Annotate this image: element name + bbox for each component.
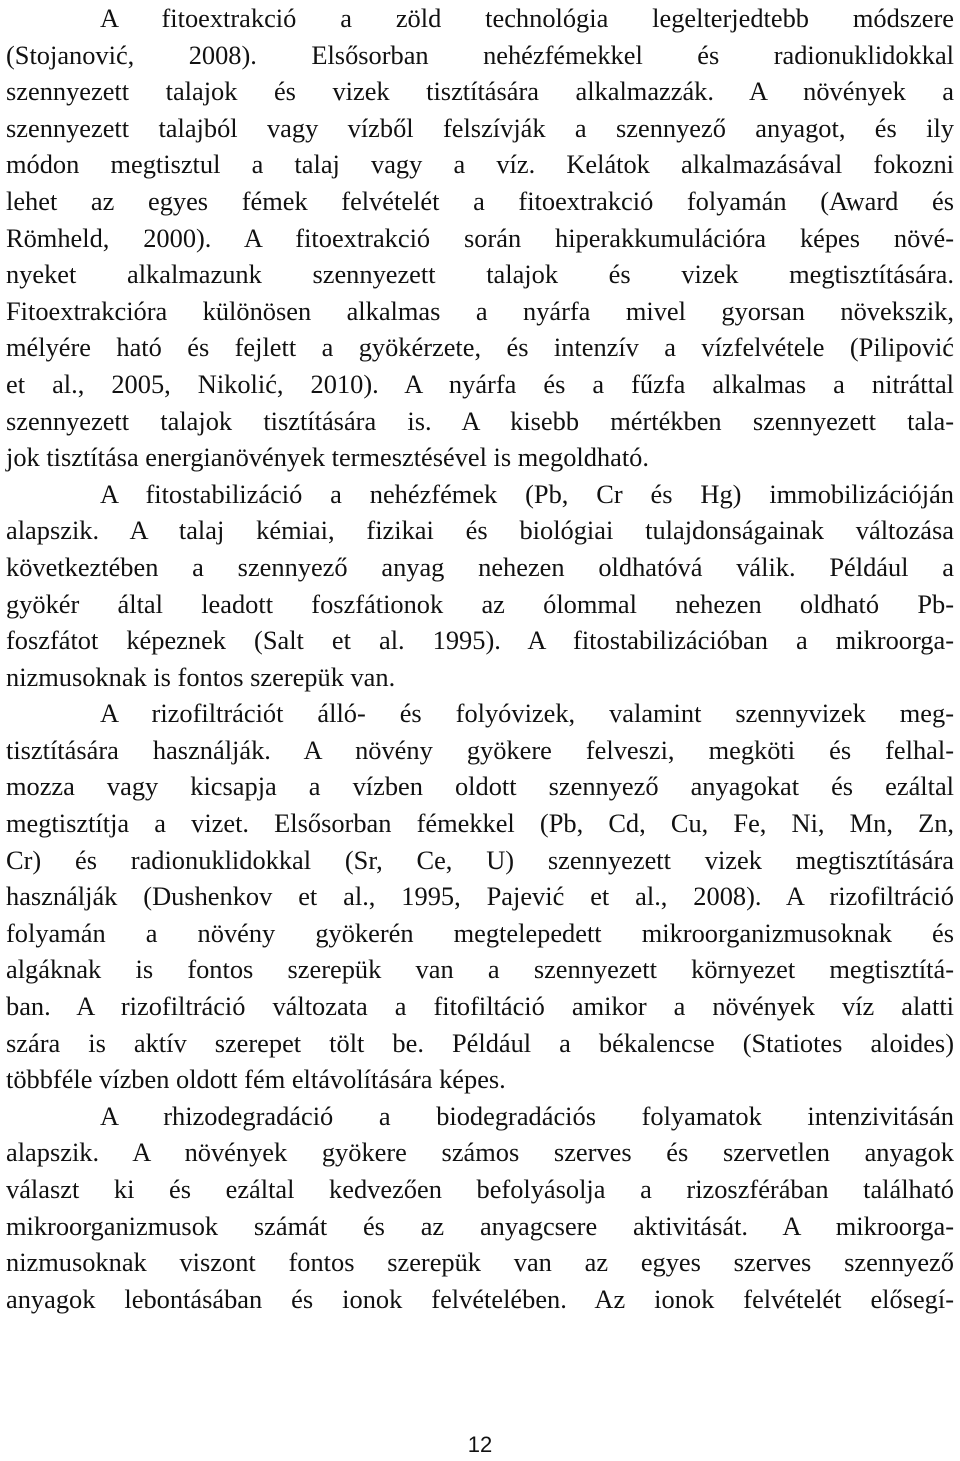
text-line: következtében a szennyező anyag nehezen oldhatóvá válik. Például a xyxy=(6,551,954,582)
text-line: mozza vagy kicsapja a vízben oldott szennyező anyagokat és ezáltal xyxy=(6,771,954,802)
text-line: mikroorganizmusok számát és az anyagcsere aktivitását. A mikroorga- xyxy=(6,1210,954,1241)
text-line: használják (Dushenkov et al., 1995, Pajević et al., 2008). A rizofiltráció xyxy=(6,881,954,912)
paragraph-phytostabilization xyxy=(6,476,954,696)
text-line: szára is aktív szerepet tölt be. Például a békalencse (Statiotes aloides) xyxy=(6,1027,954,1058)
document-page xyxy=(6,0,954,1317)
text-line: Römheld, 2000). A fitoextrakció során hiperakkumulációra képes növé- xyxy=(6,222,954,253)
text-line: Cr) és radionuklidokkal (Sr, Ce, U) szennyezett vizek megtisztítására xyxy=(6,844,954,875)
text-line: többféle vízben oldott fém eltávolítására képes. xyxy=(6,1064,506,1095)
text-line: nizmusoknak is fontos szerepük van. xyxy=(6,661,396,692)
text-line: választ ki és ezáltal kedvezően befolyásolja a rizoszférában található xyxy=(6,1174,954,1204)
paragraph-rhizofiltration xyxy=(6,695,954,1098)
text-line: folyamán a növény gyökerén megtelepedett mikroorganizmusoknak és xyxy=(6,917,954,948)
text-line: megtisztítja a vizet. Elsősorban fémekkel (Pb, Cd, Cu, Fe, Ni, Mn, Zn, xyxy=(6,808,954,839)
text-line: et al., 2005, Nikolić, 2010). A nyárfa és a fűzfa alkalmas a nitráttal xyxy=(6,368,954,399)
text-line: módon megtisztul a talaj vagy a víz. Kelátok alkalmazásával fokozni xyxy=(6,149,954,180)
text-line: ban. A rizofiltráció változata a fitofiltáció amikor a növények víz alatti xyxy=(6,991,954,1022)
text-line: lehet az egyes fémek felvételét a fitoextrakció folyamán (Award és xyxy=(6,185,954,216)
text-line: szennyezett talajok tisztítására is. A kisebb mértékben szennyezett tala- xyxy=(6,405,954,436)
paragraph-rhizodegradation xyxy=(6,1098,954,1318)
text-line: mélyére ható és fejlett a gyökérzete, és intenzív a vízfelvétele (Pilipović xyxy=(6,332,954,363)
text-line: alapszik. A növények gyökere számos szerves és szervetlen anyagok xyxy=(6,1137,954,1168)
text-line: Fitoextrakcióra különösen alkalmas a nyárfa mivel gyorsan növekszik, xyxy=(6,295,954,326)
text-line: (Stojanović, 2008). Elsősorban nehézfémekkel és radionuklidokkal xyxy=(6,39,954,70)
page-number: 12 xyxy=(467,1432,493,1457)
text-line: gyökér által leadott foszfátionok az ólommal nehezen oldható Pb- xyxy=(6,588,954,619)
text-line: foszfátot képeznek (Salt et al. 1995). A fitostabilizációban a mikroorga- xyxy=(6,625,954,656)
text-line: algáknak is fontos szerepük van a szennyezett környezet megtisztítá- xyxy=(6,954,954,985)
text-line: tisztítására használják. A növény gyökere felveszi, megköti és felhal- xyxy=(6,734,954,765)
paragraph-phytoextraction xyxy=(6,0,954,476)
text-line: anyagok lebontásában és ionok felvételében. Az ionok felvételét elősegí- xyxy=(6,1283,954,1314)
text-line: A fitoextrakció a zöld technológia legelterjedtebb módszere xyxy=(100,3,954,33)
text-line: alapszik. A talaj kémiai, fizikai és biológiai tulajdonságainak változása xyxy=(6,515,954,546)
text-line: jok tisztítása energianövények termesztésével is megoldható. xyxy=(6,442,649,473)
text-line: szennyezett talajból vagy vízből felszívják a szennyező anyagot, és ily xyxy=(6,112,954,143)
text-line: nizmusoknak viszont fontos szerepük van az egyes szerves szennyező xyxy=(6,1247,954,1278)
text-line: A rhizodegradáció a biodegradációs folyamatok intenzivitásán xyxy=(100,1100,954,1131)
text-line: A rizofiltrációt álló- és folyóvizek, valamint szennyvizek meg- xyxy=(100,698,954,729)
text-line: A fitostabilizáció a nehézfémek (Pb, Cr és Hg) immobilizációján xyxy=(100,478,954,509)
text-line: nyeket alkalmazunk szennyezett talajok és vizek megtisztítására. xyxy=(6,259,954,290)
text-line: szennyezett talajok és vizek tisztítására alkalmazzák. A növények a xyxy=(6,76,954,107)
